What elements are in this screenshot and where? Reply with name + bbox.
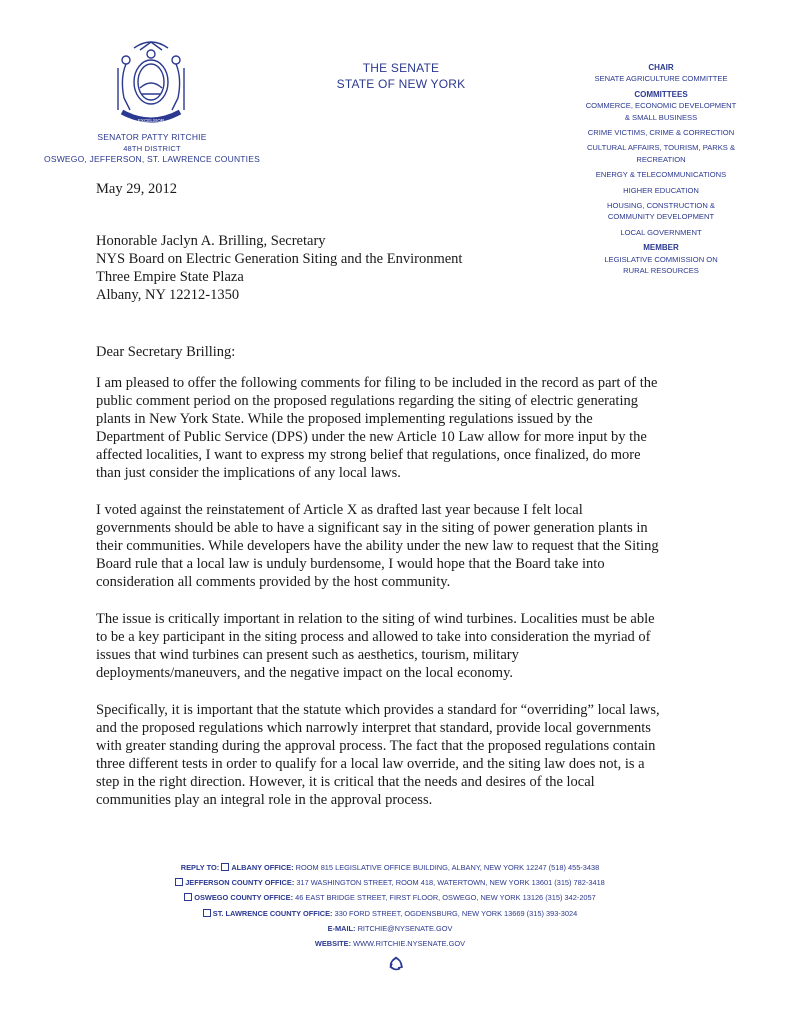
senate-district: 48TH DISTRICT: [123, 144, 181, 153]
paragraph-line: than just consider the implications of any local laws.: [96, 465, 401, 481]
paragraph-line: issues that wind turbines can present such as aesthetics, tourism, military: [96, 647, 519, 663]
footer-office-line: [100, 890, 680, 905]
letterhead-footer: [100, 860, 680, 951]
office-address: ROOM 815 LEGISLATIVE OFFICE BUILDING, ALBANY, NEW YORK 12247 (518) 455-3438: [295, 863, 600, 872]
senator-name: SENATOR PATTY RITCHIE: [97, 132, 207, 142]
office-address: 330 FORD STREET, OGDENSBURG, NEW YORK 13669 (315) 393-3024: [334, 908, 578, 918]
paragraph-line: their communities. While developers have the ability under the new law to request that the Siting: [96, 538, 659, 554]
paragraph-line: plants in New York State. While the proposed implementing regulations issued by the: [96, 411, 593, 427]
footer-office-line: [100, 860, 680, 875]
committee-item: HIGHER EDUCATION: [623, 185, 699, 195]
committee-item: COMMUNITY DEVELOPMENT: [607, 212, 715, 222]
address-line: Three Empire State Plaza: [96, 269, 244, 285]
district-counties: OSWEGO, JEFFERSON, ST. LAWRENCE COUNTIES: [44, 154, 260, 164]
paragraph-line: and the proposed regulations which narrowly interpret that standard, provide local governments: [96, 720, 651, 736]
member-item: LEGISLATIVE COMMISSION ON: [604, 254, 718, 264]
recycle-icon: [388, 956, 404, 972]
paragraph-line: The issue is critically important in relation to the siting of wind turbines. Localities must be able: [96, 611, 655, 627]
footer-email-line: [100, 921, 680, 936]
address-line: Honorable Jaclyn A. Brilling, Secretary: [96, 233, 326, 249]
paragraph-line: step in the right direction. However, it is critical that the needs and desires of the local: [96, 774, 595, 790]
office-label: JEFFERSON COUNTY OFFICE:: [185, 878, 295, 888]
recipient-address: [96, 232, 716, 304]
office-label: ST. LAWRENCE COUNTY OFFICE:: [212, 908, 333, 918]
paragraph-line: to be a key participant in the siting process and allowed to take into consideration the myriad of: [96, 629, 651, 645]
committees-heading: COMMITTEES: [634, 89, 688, 99]
paragraph-2: [96, 501, 716, 591]
senator-block: [40, 132, 264, 165]
footer-office-line: [100, 875, 680, 890]
committee-item: LOCAL GOVERNMENT: [620, 227, 702, 237]
office-label: ALBANY OFFICE:: [231, 863, 294, 872]
website-label: WEBSITE:: [314, 939, 352, 949]
salutation: Dear Secretary Brilling:: [96, 344, 236, 360]
footer-website-line: [100, 936, 680, 951]
checkbox-icon: [203, 909, 211, 917]
email-label: E-MAIL:: [327, 923, 356, 933]
paragraph-line: governments should be able to have a significant say in the siting of power generation plants in: [96, 520, 648, 536]
committee-item: CRIME VICTIMS, CRIME & CORRECTION: [587, 128, 735, 138]
committee-item: HOUSING, CONSTRUCTION &: [606, 201, 715, 211]
paragraph-line: I voted against the reinstatement of Article X as drafted last year because I felt local: [96, 502, 583, 518]
paragraph-line: with greater standing during the approval process. The fact that the proposed regulations contain: [96, 738, 656, 754]
office-address: 46 EAST BRIDGE STREET, FIRST FLOOR, OSWEGO, NEW YORK 13126 (315) 342-2057: [295, 893, 596, 903]
seal-motto: EXCELSIOR: [137, 118, 165, 123]
paragraph-4: [96, 701, 716, 809]
footer-office-line: [100, 906, 680, 921]
senate-heading-line-2: STATE OF NEW YORK: [336, 77, 466, 91]
senate-heading-line-1: THE SENATE: [362, 61, 440, 75]
paragraph-line: communities play an integral role in the approval process.: [96, 792, 433, 808]
paragraph-1: [96, 374, 716, 482]
paragraph-line: consideration all comments provided by the host community.: [96, 574, 451, 590]
website-link[interactable]: WWW.RITCHIE.NYSENATE.GOV: [353, 939, 466, 949]
checkbox-icon: [184, 893, 192, 901]
chair-item: SENATE AGRICULTURE COMMITTEE: [594, 74, 728, 84]
email-link[interactable]: RITCHIE@NYSENATE.GOV: [357, 923, 453, 933]
senate-heading: [330, 60, 472, 92]
committee-item: CULTURAL AFFAIRS, TOURISM, PARKS &: [586, 143, 736, 153]
paragraph-line: deployments/maneuvers, and the negative impact on the local economy.: [96, 665, 514, 681]
committee-item: & SMALL BUSINESS: [624, 112, 698, 122]
chair-heading: CHAIR: [648, 63, 674, 72]
committee-item: RECREATION: [636, 154, 686, 164]
committee-item: ENERGY & TELECOMMUNICATIONS: [595, 170, 727, 180]
paragraph-line: affected localities, I want to express my strong belief that regulations, once finalized, do more: [96, 447, 641, 463]
office-label: OSWEGO COUNTY OFFICE:: [194, 893, 294, 903]
paragraph-line: public comment period on the proposed regulations regarding the siting of electric generating: [96, 393, 638, 409]
paragraph-line: I am pleased to offer the following comments for filing to be included in the record as part of the: [96, 375, 658, 391]
paragraph-line: Specifically, it is important that the statute which provides a standard for “overriding” local laws,: [96, 702, 660, 718]
address-line: Albany, NY 12212-1350: [96, 287, 240, 303]
member-item: RURAL RESOURCES: [623, 266, 699, 276]
reply-to-label: REPLY TO:: [180, 863, 220, 872]
paragraph-line: Board rule that a local law is unduly burdensome, I would hope that the Board take into: [96, 556, 605, 572]
paragraph-line: Department of Public Service (DPS) under the new Article 10 Law allow for more input by the: [96, 429, 647, 445]
committee-item: COMMERCE, ECONOMIC DEVELOPMENT: [585, 101, 737, 111]
new-york-state-seal: [104, 38, 198, 130]
paragraph-line: three different tests in order to qualify for a local law override, and the siting law does not, is a: [96, 756, 645, 772]
letter-date: May 29, 2012: [96, 181, 177, 197]
address-line: NYS Board on Electric Generation Siting and the Environment: [96, 251, 463, 267]
paragraph-3: [96, 610, 716, 682]
member-heading: MEMBER: [643, 243, 679, 253]
office-address: 317 WASHINGTON STREET, ROOM 418, WATERTOWN, NEW YORK 13601 (315) 782-3418: [296, 878, 605, 888]
checkbox-icon: [221, 863, 229, 871]
checkbox-icon: [175, 878, 183, 886]
